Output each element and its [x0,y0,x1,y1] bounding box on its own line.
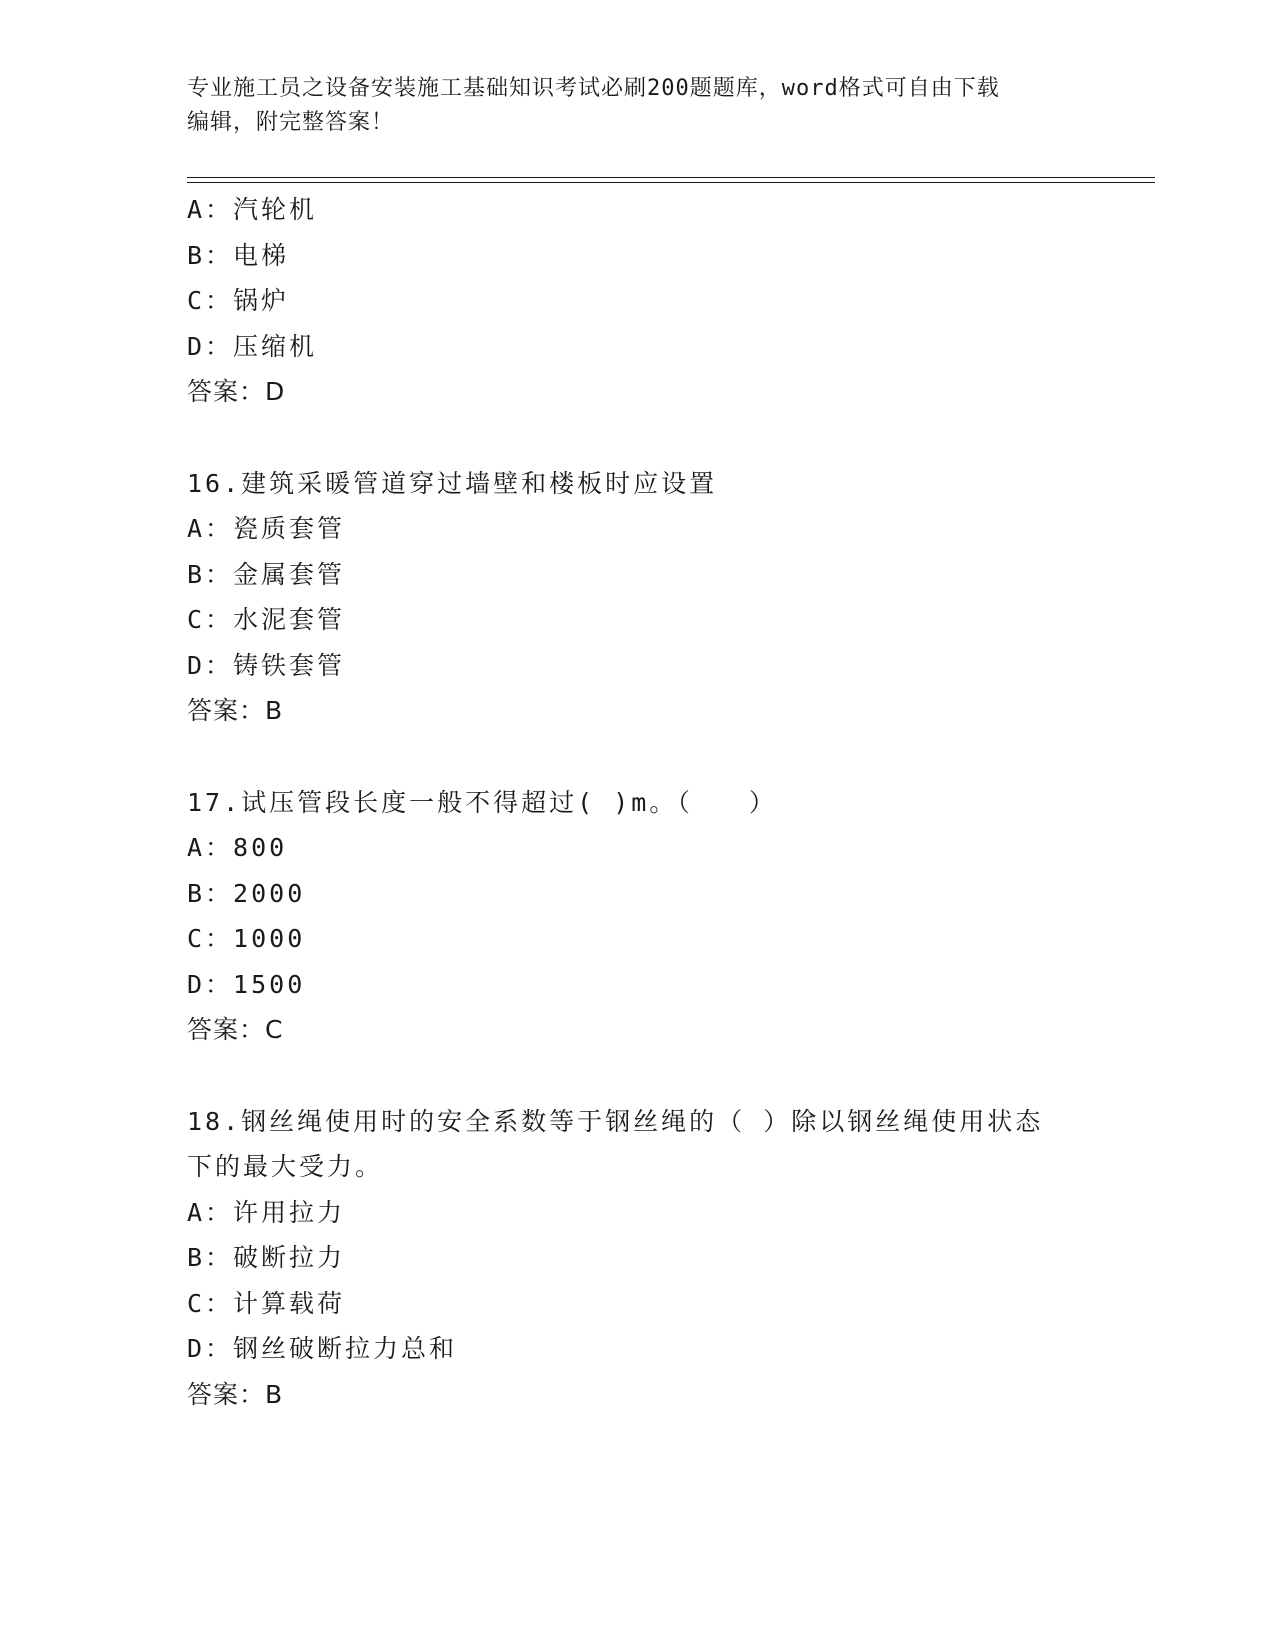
option-c: C：水泥套管 [187,605,346,634]
option-a: A：许用拉力 [187,1197,346,1227]
question-list [187,187,1087,1417]
header-divider-bottom [187,182,1155,183]
option-c: C：计算载荷 [187,1288,346,1318]
option-c: C：锅炉 [187,286,290,315]
document-header [187,72,1067,140]
option-d: D：压缩机 [187,331,318,361]
spacer [187,415,1087,461]
answer: 答案：B [187,1379,284,1409]
header-divider-top [187,177,1155,178]
question-text-line-2: 下的最大受力。 [187,1152,384,1181]
option-b: B：金属套管 [187,559,346,589]
option-d: D：铸铁套管 [187,650,346,680]
question-text: 17.试压管段长度一般不得超过( )m。（ ） [187,787,777,817]
option-a: A：瓷质套管 [187,514,346,543]
answer: 答案：B [187,696,284,725]
option-b: B：破断拉力 [187,1243,346,1272]
option-d: D：钢丝破断拉力总和 [187,1334,458,1363]
question-text: 16.建筑采暖管道穿过墙壁和楼板时应设置 [187,468,718,498]
option-a: A：汽轮机 [187,195,318,224]
option-d: D：1500 [187,969,306,999]
answer: 答案：D [187,377,286,406]
question-block-16 [187,461,1087,734]
question-block-15 [187,187,1087,415]
option-c: C：1000 [187,924,306,953]
option-b: B：2000 [187,878,306,908]
spacer [187,1053,1087,1099]
header-line-2: 编辑，附完整答案！ [187,110,395,135]
option-b: B：电梯 [187,240,290,270]
question-block-18 [187,1099,1087,1418]
answer: 答案：C [187,1015,284,1044]
spacer [187,734,1087,780]
header-line-1: 专业施工员之设备安装施工基础知识考试必刷200题题库，word格式可自由下载 [187,76,1000,101]
question-block-17 [187,780,1087,1053]
question-text-line-1: 18.钢丝绳使用时的安全系数等于钢丝绳的（ ）除以钢丝绳使用状态 [187,1106,1044,1136]
option-a: A：800 [187,833,288,862]
